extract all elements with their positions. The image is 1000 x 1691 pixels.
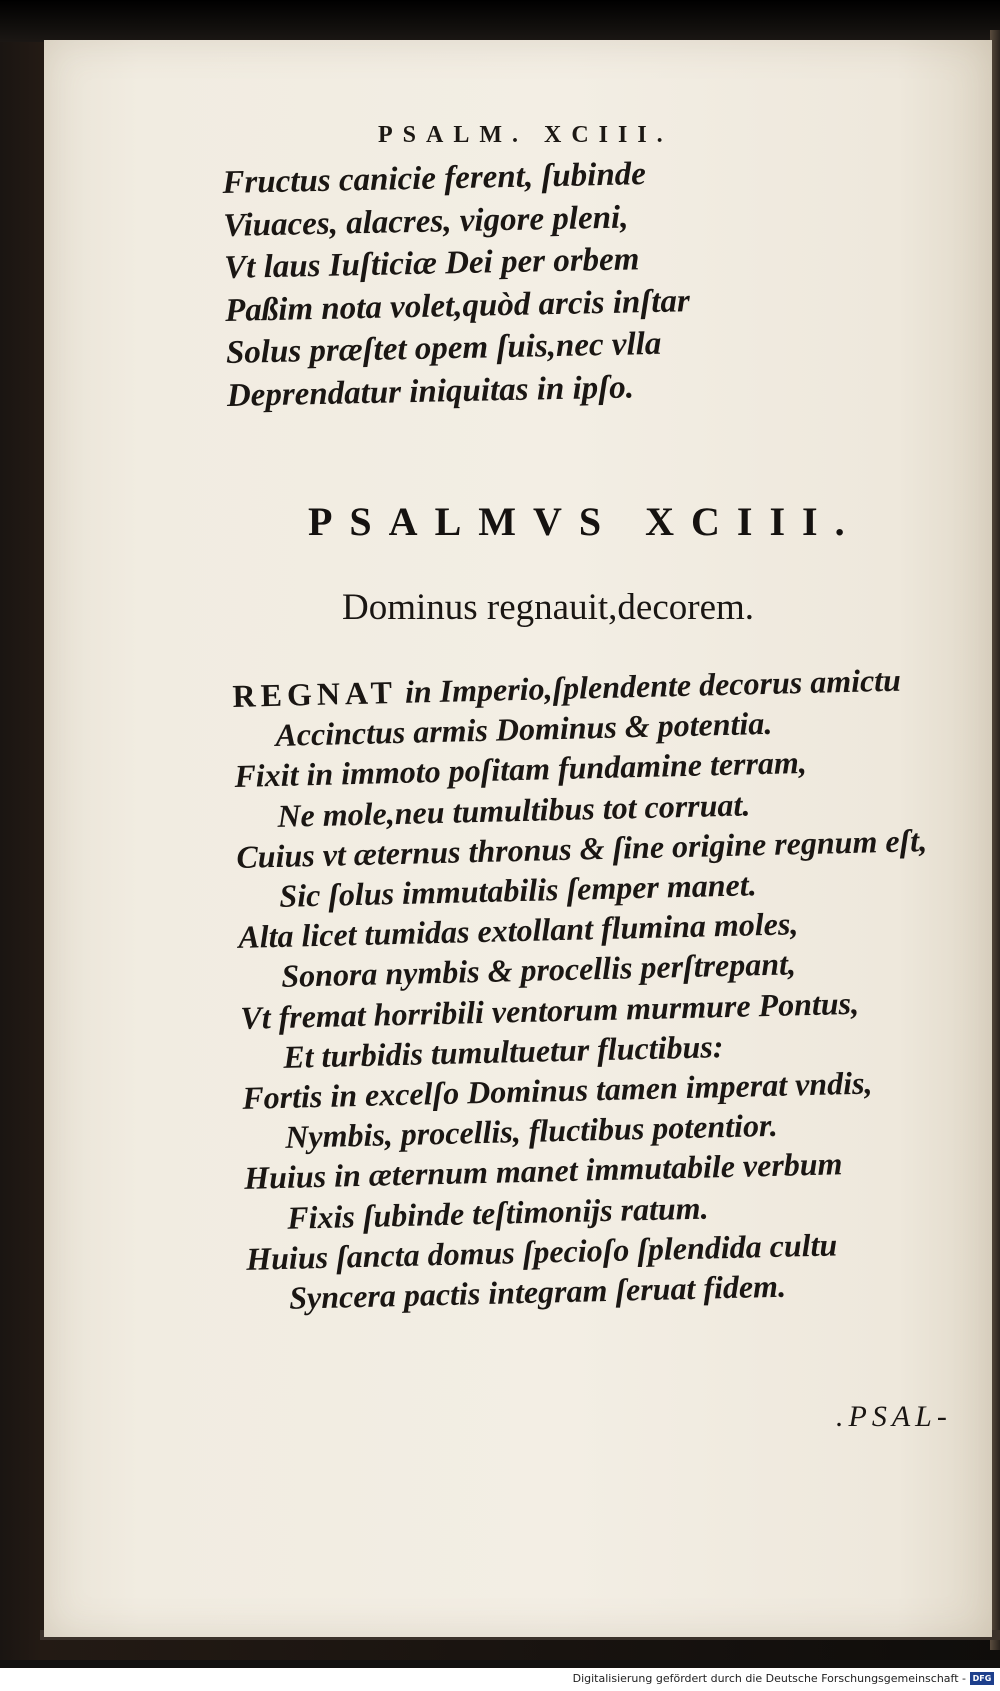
poem-line: Syncera pactis integram ſeruat fidem.	[288, 1267, 787, 1316]
footer-bar	[0, 1668, 1000, 1691]
poem-line: Sonora nymbis & procellis perſtrepant,	[280, 945, 797, 995]
poem-line: Fortis in excelſo Dominus tamen imperat vndis,	[241, 1064, 873, 1116]
lead-caps: REGNAT	[232, 673, 398, 714]
poem-line: Vt fremat horribili ventorum murmure Pontus,	[239, 984, 860, 1036]
verse-line: Vt laus Iuſticiæ Dei per orbem	[223, 241, 640, 286]
verse-line: Fructus canicie ferent, ſubinde	[222, 156, 647, 201]
footer-credit: Digitalisierung gefördert durch die Deutsche Forschungsgemeinschaft -	[572, 1672, 966, 1685]
verse-line: Deprendatur iniquitas in ipſo.	[226, 368, 635, 414]
poem-line: Huius ſancta domus ſpecioſo ſplendida cultu	[245, 1226, 838, 1277]
poem-line: Alta licet tumidas extollant flumina moles,	[237, 905, 799, 956]
catchword: .PSAL-	[836, 1400, 952, 1433]
poem-line: Huius in æternum manet immutabile verbum	[243, 1145, 843, 1197]
poem-line: Cuius vt æternus thronus & ſine origine regnum eſt,	[235, 821, 928, 875]
verse-line: Viuaces, alacres, vigore pleni,	[222, 199, 629, 244]
poem-line: Nymbis, procellis, fluctibus potentior.	[284, 1107, 779, 1156]
top-shadow	[0, 0, 1000, 42]
poem-line: Fixis ſubinde teſtimonijs ratum.	[286, 1189, 709, 1236]
psalm-title: PSALMVS XCIII.	[308, 499, 862, 544]
poem-line: Et turbidis tumultuetur fluctibus:	[282, 1027, 724, 1075]
running-head: PSALM. XCIII.	[378, 122, 673, 148]
poem-line: Sic ſolus immutabilis ſemper manet.	[278, 866, 758, 914]
verse-line: Paßim nota volet,quòd arcis inſtar	[224, 282, 691, 329]
poem-block	[232, 659, 938, 1319]
poem-line: Ne mole,neu tumultibus tot corruat.	[276, 785, 751, 834]
dfg-logo-icon: DFG	[970, 1672, 994, 1685]
poem-first-line-rest: in Imperio,ſplendente decorus amictu	[396, 661, 902, 710]
verse-block	[222, 152, 692, 417]
psalm-incipit: Dominus regnauit,decorem.	[342, 587, 755, 628]
poem-line: Accinctus armis Dominus & potentia.	[275, 705, 773, 754]
verse-line: Solus præſtet opem ſuis,nec vlla	[225, 325, 662, 371]
poem-line: Fixit in immoto poſitam fundamine terram,	[234, 744, 808, 795]
